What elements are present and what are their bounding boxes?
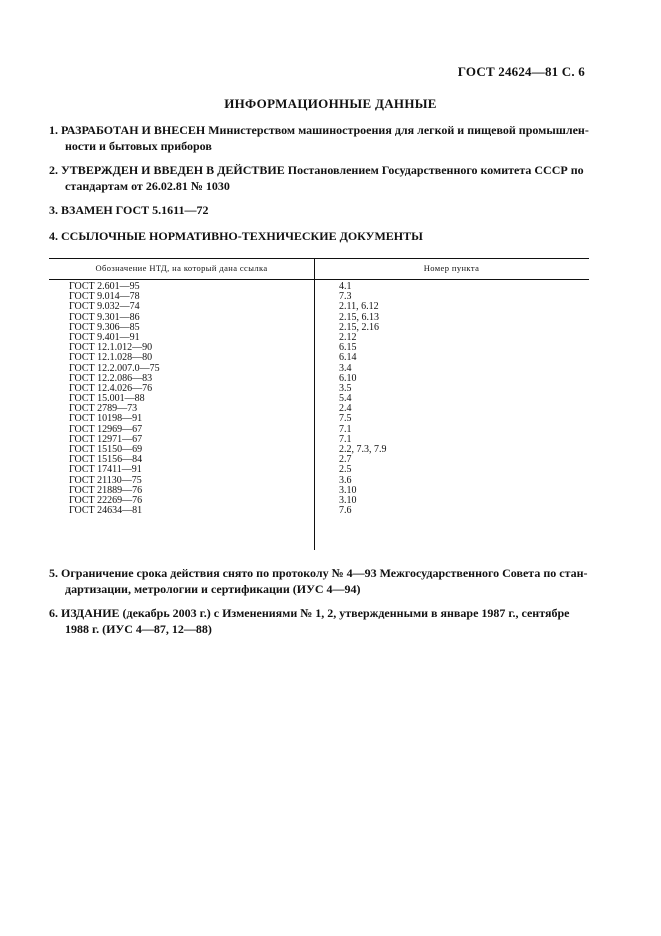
table-row bbox=[49, 353, 589, 363]
clause-number: 2.15, 6.13 bbox=[339, 311, 379, 323]
clause-number: 7.6 bbox=[339, 505, 352, 517]
clause-number: 2.2, 7.3, 7.9 bbox=[339, 444, 387, 455]
document-header: ГОСТ 24624—81 С. 6 bbox=[457, 64, 585, 79]
document-designation: ГОСТ 9.306—85 bbox=[69, 321, 140, 333]
item-text: ИЗДАНИЕ (декабрь 2003 г.) с Изменениями № 1, 2, утвержденными в январе 1987 г., сентябре bbox=[61, 606, 570, 620]
clause-number: 5.4 bbox=[339, 393, 352, 405]
document-designation: ГОСТ 12.2.007.0—75 bbox=[69, 362, 160, 374]
document-designation: ГОСТ 9.032—74 bbox=[69, 301, 140, 313]
item-number: 2. bbox=[49, 163, 58, 177]
clause-number: 2.12 bbox=[339, 331, 357, 343]
document-designation: ГОСТ 9.301—86 bbox=[69, 311, 140, 323]
item-text: Ограничение срока действия снято по протоколу № 4—93 Межгосударственного Совета по стан- bbox=[61, 566, 588, 580]
document-designation: ГОСТ 9.014—78 bbox=[69, 291, 140, 303]
clause-number: 7.1 bbox=[339, 423, 352, 435]
clause-number: 2.15, 2.16 bbox=[339, 321, 379, 333]
clause-number: 7.5 bbox=[339, 413, 352, 425]
document-designation: ГОСТ 12.1.028—80 bbox=[69, 352, 153, 364]
clause-number: 3.6 bbox=[339, 474, 352, 486]
item-lead: ВЗАМЕН ГОСТ 5.1611—72 bbox=[61, 203, 209, 217]
clause-number: 6.10 bbox=[339, 372, 357, 384]
clause-number: 6.14 bbox=[339, 352, 357, 364]
item-text: Министерством машиностроения для легкой и пищевой промышлен- bbox=[208, 123, 589, 137]
document-designation: ГОСТ 2789—73 bbox=[69, 403, 138, 415]
item-text-cont: дартизации, метрологии и сертификации (ИУС 4—94) bbox=[65, 582, 361, 596]
clause-number: 7.3 bbox=[339, 291, 352, 303]
item-number: 3. bbox=[49, 203, 58, 217]
document-designation: ГОСТ 12969—67 bbox=[69, 423, 143, 435]
item-approved bbox=[49, 162, 589, 194]
document-designation: ГОСТ 2.601—95 bbox=[69, 281, 140, 292]
clause-number: 2.5 bbox=[339, 464, 352, 476]
item-text: Постановлением Государственного комитета СССР по bbox=[287, 163, 584, 177]
item-lead: УТВЕРЖДЕН И ВВЕДЕН В ДЕЙСТВИЕ bbox=[61, 163, 285, 177]
item-edition bbox=[49, 605, 589, 637]
clause-number: 6.15 bbox=[339, 342, 357, 354]
document-designation: ГОСТ 21889—76 bbox=[69, 484, 143, 496]
item-number: 5. bbox=[49, 566, 58, 580]
item-number: 4. bbox=[49, 229, 58, 243]
column-header-document: Обозначение НТД, на который дана ссылка bbox=[95, 263, 268, 273]
document-designation: ГОСТ 15150—69 bbox=[69, 444, 143, 455]
clause-number: 4.1 bbox=[339, 281, 352, 292]
document-designation: ГОСТ 9.401—91 bbox=[69, 331, 140, 343]
clause-number: 3.10 bbox=[339, 484, 357, 496]
item-references bbox=[49, 228, 589, 244]
table-top-rule bbox=[49, 258, 589, 259]
clause-number: 2.7 bbox=[339, 454, 352, 466]
document-designation: ГОСТ 12971—67 bbox=[69, 433, 143, 445]
document-designation: ГОСТ 21130—75 bbox=[69, 474, 142, 486]
table-header-rule bbox=[49, 279, 589, 280]
item-lead: РАЗРАБОТАН И ВНЕСЕН bbox=[61, 123, 206, 137]
item-text-cont: стандартам от 26.02.81 № 1030 bbox=[65, 179, 230, 193]
document-designation: ГОСТ 12.4.026—76 bbox=[69, 382, 153, 394]
clause-number: 3.4 bbox=[339, 362, 352, 374]
document-designation: ГОСТ 10198—91 bbox=[69, 413, 143, 425]
page-title: ИНФОРМАЦИОННЫЕ ДАННЫЕ bbox=[224, 96, 437, 111]
document-designation: ГОСТ 12.1.012—90 bbox=[69, 342, 153, 354]
clause-number: 3.5 bbox=[339, 382, 352, 394]
document-designation: ГОСТ 15156—84 bbox=[69, 454, 143, 466]
document-designation: ГОСТ 15.001—88 bbox=[69, 393, 145, 405]
item-developed bbox=[49, 122, 589, 154]
document-designation: ГОСТ 12.2.086—83 bbox=[69, 372, 153, 384]
table-row bbox=[49, 506, 589, 516]
clause-number: 3.10 bbox=[339, 494, 357, 506]
table-body bbox=[49, 282, 589, 516]
column-header-clause: Номер пункта bbox=[423, 263, 480, 273]
clause-number: 2.4 bbox=[339, 403, 352, 415]
document-designation: ГОСТ 17411—91 bbox=[69, 464, 142, 476]
clause-number: 2.11, 6.12 bbox=[339, 301, 379, 313]
item-text-cont: 1988 г. (ИУС 4—87, 12—88) bbox=[65, 622, 212, 636]
clause-number: 7.1 bbox=[339, 433, 352, 445]
item-number: 1. bbox=[49, 123, 58, 137]
item-number: 6. bbox=[49, 606, 58, 620]
item-validity bbox=[49, 565, 589, 597]
document-designation: ГОСТ 22269—76 bbox=[69, 494, 143, 506]
item-replaces bbox=[49, 202, 589, 218]
item-text-cont: ности и бытовых приборов bbox=[65, 139, 212, 153]
item-lead: ССЫЛОЧНЫЕ НОРМАТИВНО-ТЕХНИЧЕСКИЕ ДОКУМЕНТЫ bbox=[61, 229, 423, 243]
document-designation: ГОСТ 24634—81 bbox=[69, 505, 143, 517]
